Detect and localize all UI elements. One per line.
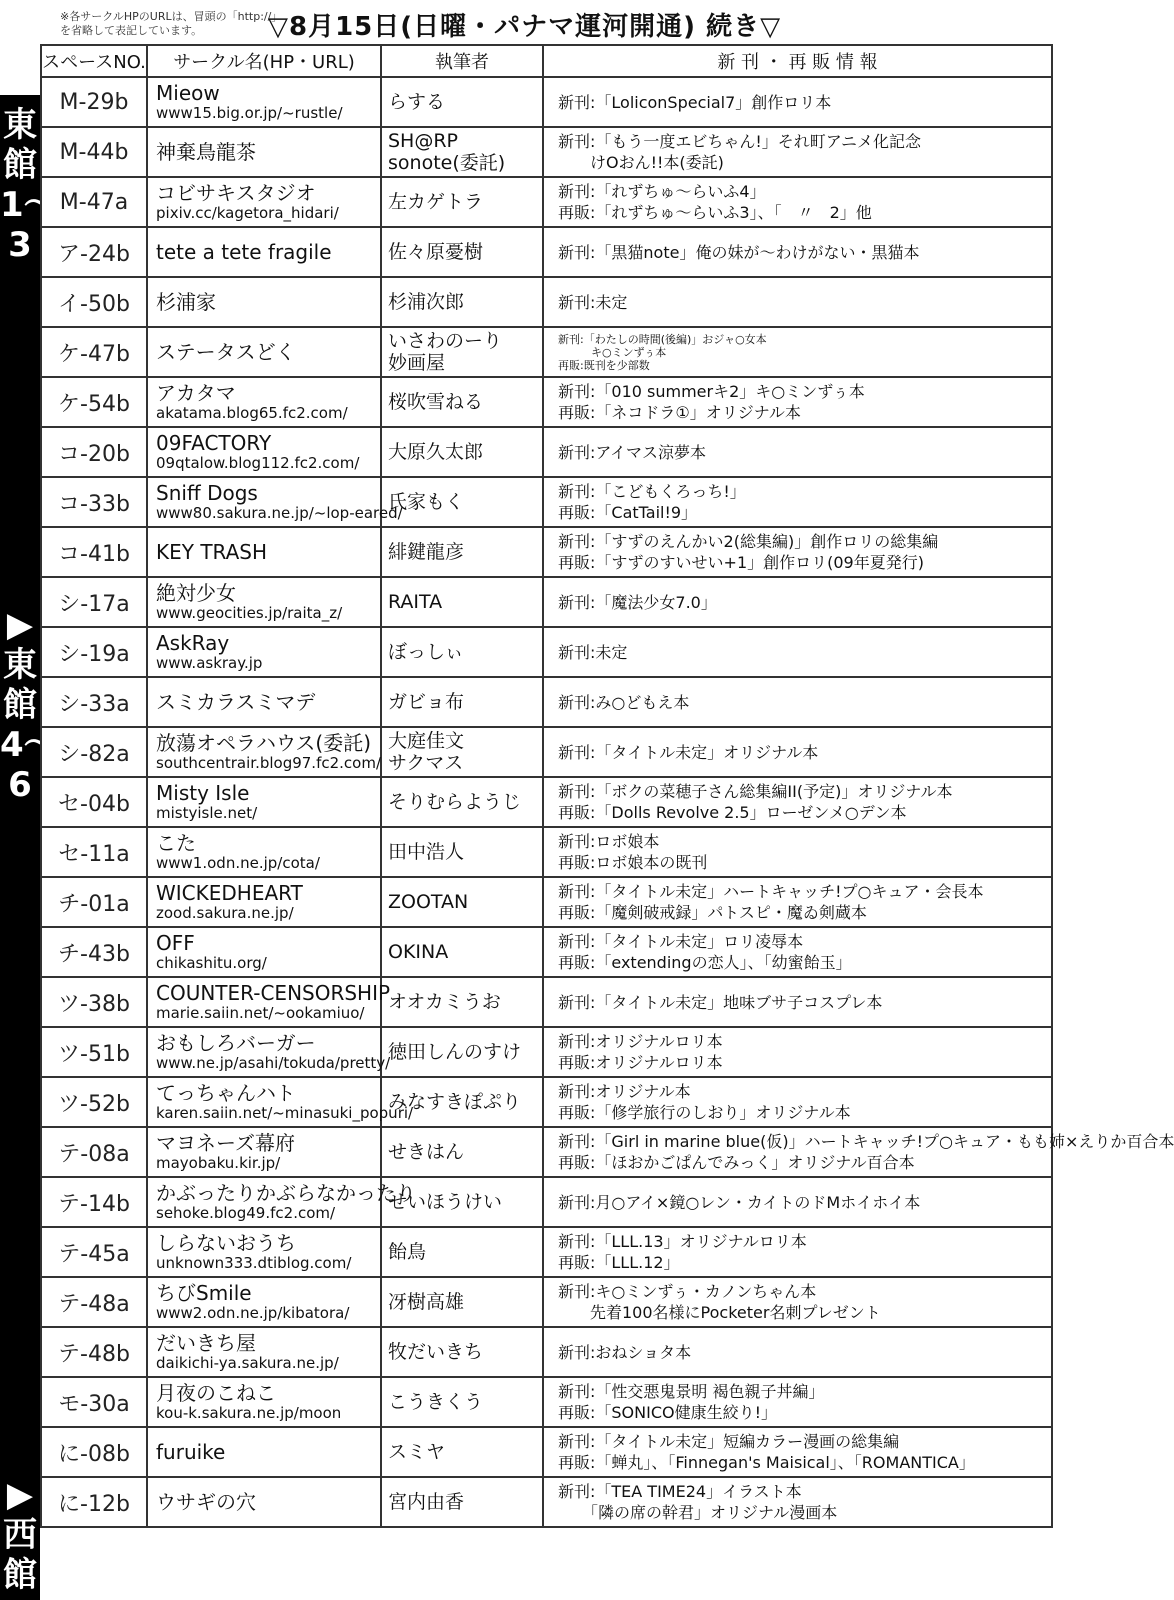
circle-name: アカタマ (156, 381, 236, 405)
table-row (41, 1127, 1052, 1177)
release-info-cell (543, 77, 1052, 127)
circle-url: unknown333.dtiblog.com/ (156, 1254, 352, 1272)
release-info-cell (543, 1427, 1052, 1477)
release-info-line: 新刊:「ボクの菜穂子さん総集編II(予定)」オリジナル本 (558, 782, 953, 801)
release-info-line: 新刊:「魔法少女7.0」 (558, 592, 717, 612)
circle-url: zood.sakura.ne.jp/ (156, 904, 294, 922)
space-number: イ-50b (41, 277, 147, 327)
author-name: ZOOTAN (388, 891, 469, 913)
space-number: に-08b (41, 1427, 147, 1477)
release-info-line: 新刊:キ○ミンずぅ・カノンちゃん本 (558, 1282, 817, 1301)
space-number: ツ-38b (41, 977, 147, 1027)
release-info-cell (543, 477, 1052, 527)
author-name: 左カゲトラ (388, 191, 484, 213)
release-info-cell (543, 727, 1052, 777)
circle-cell (147, 1427, 381, 1477)
col-header-circle: サークル名(HP・URL) (147, 45, 381, 77)
release-info-line: 新刊:「れずちゅ〜らいふ4」 (558, 182, 766, 201)
release-info-line: 新刊:未定 (558, 642, 628, 662)
release-info-line: 再販:「ネコドラ①」オリジナル本 (558, 403, 801, 422)
circle-name: コビサキスタジオ (156, 181, 316, 205)
table-row (41, 277, 1052, 327)
table-header-row (41, 45, 1052, 77)
release-info-line: 再販:「Dolls Revolve 2.5」ローゼンメ○デン本 (558, 803, 907, 822)
table-row (41, 477, 1052, 527)
table-row (41, 1477, 1052, 1527)
circle-name: COUNTER-CENSORSHIP (156, 981, 391, 1005)
circle-name: スミカラスミマデ (156, 690, 316, 714)
release-info-line: 再販:既刊を少部数 (558, 358, 650, 372)
release-info-cell (543, 327, 1052, 377)
space-number: ケ-47b (41, 327, 147, 377)
circle-cell (147, 627, 381, 677)
release-info-cell (543, 427, 1052, 477)
col-header-space: スペースNO. (41, 45, 147, 77)
release-info-line: 再販:「修学旅行のしおり」オリジナル本 (558, 1103, 851, 1122)
space-number: ツ-51b (41, 1027, 147, 1077)
circle-url: pixiv.cc/kagetora_hidari/ (156, 204, 339, 222)
circle-cell (147, 477, 403, 527)
circle-cell (147, 1177, 416, 1227)
release-info-cell (543, 277, 1052, 327)
release-info-cell (543, 177, 1052, 227)
release-info-line: 新刊:「タイトル未定」ロリ凌辱本 (558, 932, 804, 951)
author-name: 桜吹雪ねる (388, 391, 484, 413)
author-cell (381, 427, 543, 477)
circle-cell (147, 1477, 381, 1527)
circle-cell (147, 1077, 414, 1127)
circle-name: 09FACTORY (156, 431, 272, 455)
release-info-line: 再販:「ほおかごぱんでみっく」オリジナル百合本 (558, 1153, 915, 1172)
circle-url: www.ne.jp/asahi/tokuda/pretty/ (156, 1054, 391, 1072)
release-info-cell (543, 1077, 1052, 1127)
release-info-line: 新刊:「黒猫note」俺の妹が〜わけがない・黒猫本 (558, 242, 920, 262)
table-row (41, 977, 1052, 1027)
circle-name: tete a tete fragile (156, 240, 332, 264)
release-info-line: 「隣の席の幹君」オリジナル漫画本 (558, 1503, 838, 1522)
author-cell (381, 1377, 543, 1427)
release-info-line: 新刊:「TEA TIME24」イラスト本 (558, 1482, 802, 1501)
release-info-line: 新刊:「010 summerキ2」キ○ミンずぅ本 (558, 382, 865, 401)
circle-url: www.askray.jp (156, 654, 263, 672)
author-name: 氏家もく (388, 491, 465, 513)
table-row (41, 627, 1052, 677)
space-number: セ-04b (41, 777, 147, 827)
table-row (41, 777, 1052, 827)
release-info-line: 新刊:ロボ娘本 (558, 832, 660, 851)
circle-url: southcentrair.blog97.fc2.com/ (156, 754, 382, 772)
release-info-line: 新刊:「わたしの時間(後編)」おジャ○女本 (558, 332, 767, 346)
author-name: sonote(委託) (388, 152, 506, 174)
author-name: オオカミうお (388, 991, 501, 1013)
author-name: 冴樹高雄 (388, 1291, 465, 1313)
release-info-line: 新刊:み○どもえ本 (558, 692, 690, 712)
author-name: 佐々原憂樹 (388, 241, 484, 263)
table-row (41, 727, 1052, 777)
release-info-line: 新刊:アイマス涼夢本 (558, 442, 706, 462)
author-cell (381, 827, 543, 877)
circle-url: www.geocities.jp/raita_z/ (156, 604, 343, 622)
table-row (41, 1427, 1052, 1477)
release-info-line: 新刊:「タイトル未定」地味ブサ子コスプレ本 (558, 992, 883, 1012)
release-info-line: 再販:「魔剣破戒録」パトスピ・魔ゐ剣蔵本 (558, 903, 867, 922)
circle-cell (147, 1027, 391, 1077)
author-name: 妙画屋 (388, 352, 446, 374)
author-cell (381, 877, 543, 927)
table-row (41, 1027, 1052, 1077)
author-name: ぼっしぃ (388, 641, 464, 663)
author-cell (381, 1427, 543, 1477)
author-name: 宮内由香 (388, 1491, 465, 1513)
author-cell (381, 377, 543, 427)
table-row (41, 127, 1052, 177)
circle-url: www80.sakura.ne.jp/~lop-eared/ (156, 504, 403, 522)
hall-label-west: ▶西館 (3, 1475, 37, 1595)
circle-name: 放蕩オペラハウス(委託) (156, 731, 372, 755)
circle-cell (147, 377, 381, 427)
release-info-line: 新刊:おねショタ本 (558, 1342, 692, 1362)
circle-name: かぶったりかぶらなかったり (156, 1181, 416, 1205)
circle-cell (147, 677, 381, 727)
hall-sidebar (0, 95, 58, 1600)
space-number: チ-01a (41, 877, 147, 927)
author-name: せきはん (388, 1141, 465, 1163)
author-cell (381, 327, 543, 377)
release-info-cell (543, 827, 1052, 877)
author-cell (381, 1027, 543, 1077)
release-info-line: 新刊:「タイトル未定」ハートキャッチ!プ○キュア・会長本 (558, 882, 984, 901)
author-name: 杉浦次郎 (388, 291, 465, 313)
release-info-line: 再販:「LLL.12」 (558, 1253, 680, 1272)
circle-cell (147, 177, 381, 227)
circle-cell (147, 727, 381, 777)
release-info-line: 新刊:未定 (558, 292, 628, 312)
author-cell (381, 77, 543, 127)
release-info-cell (543, 1277, 1052, 1327)
circle-cell (147, 277, 381, 327)
table-row (41, 677, 1052, 727)
release-info-cell (543, 127, 1052, 177)
release-info-line: 再販:「SONICO健康生絞り!」 (558, 1403, 778, 1422)
space-number: シ-82a (41, 727, 147, 777)
author-cell (381, 1127, 543, 1177)
release-info-line: 再販:「CatTail!9」 (558, 503, 698, 522)
circle-name: だいきち屋 (156, 1331, 256, 1355)
release-info-cell (543, 1027, 1052, 1077)
author-name: みなすきぽぷり (388, 1091, 522, 1113)
circle-name: おもしろバーガー (156, 1031, 316, 1055)
space-number: シ-19a (41, 627, 147, 677)
space-number: シ-33a (41, 677, 147, 727)
circle-name: WICKEDHEART (156, 881, 303, 905)
circle-name: Sniff Dogs (156, 481, 258, 505)
circle-cell (147, 877, 381, 927)
author-cell (381, 727, 543, 777)
release-info-line: 再販:「れずちゅ〜らいふ3」、「 〃 2」他 (558, 203, 872, 222)
author-name: そりむらようじ (388, 791, 522, 813)
table-row (41, 527, 1052, 577)
author-cell (381, 477, 543, 527)
circle-cell (147, 77, 381, 127)
author-cell (381, 1227, 543, 1277)
release-info-cell (543, 227, 1052, 277)
space-number: M-29b (41, 77, 147, 127)
circle-table (40, 44, 1174, 1528)
space-number: ツ-52b (41, 1077, 147, 1127)
table-body (41, 77, 1174, 1527)
circle-name: KEY TRASH (156, 540, 268, 564)
release-info-line: 新刊:オリジナル本 (558, 1082, 691, 1101)
circle-name: 杉浦家 (156, 290, 216, 314)
circle-name: ちびSmile (156, 1281, 252, 1305)
author-cell (381, 577, 543, 627)
hall-label-east-4-6: ▶東館4〜6 (0, 605, 58, 805)
space-number: コ-33b (41, 477, 147, 527)
release-info-line: 新刊:「タイトル未定」オリジナル本 (558, 742, 819, 762)
table-row (41, 327, 1052, 377)
table-row (41, 1377, 1052, 1427)
table-row (41, 927, 1052, 977)
release-info-line: 新刊:「性交悪鬼景明 褐色親子丼編」 (558, 1382, 825, 1401)
author-cell (381, 1477, 543, 1527)
table-row (41, 177, 1052, 227)
circle-url: www1.odn.ne.jp/cota/ (156, 854, 320, 872)
release-info-line: キ○ミンずぅ本 (558, 345, 667, 359)
table-row (41, 377, 1052, 427)
space-number: テ-14b (41, 1177, 147, 1227)
table-row (41, 1177, 1052, 1227)
space-number: チ-43b (41, 927, 147, 977)
release-info-line: 再販:「すずのすいせい+1」創作ロリ(09年夏発行) (558, 553, 924, 572)
circle-url: daikichi-ya.sakura.ne.jp/ (156, 1354, 339, 1372)
table-row (41, 1327, 1052, 1377)
release-info-line: 新刊:「Girl in marine blue(仮)」ハートキャッチ!プ○キュア・もも姉×えりか百合本 (558, 1132, 1174, 1151)
author-name: いさわのーり (388, 330, 503, 352)
release-info-line: 再販:「蝉丸」、「Finnegan's Maisical」、「ROMANTICA」 (558, 1453, 975, 1472)
release-info-line: 再販:ロボ娘本の既刊 (558, 853, 708, 872)
col-header-info: 新 刊 ・ 再 販 情 報 (543, 45, 1052, 77)
col-header-author: 執筆者 (381, 45, 543, 77)
circle-url: marie.saiin.net/~ookamiuo/ (156, 1004, 365, 1022)
circle-cell (147, 227, 381, 277)
circle-url: kou-k.sakura.ne.jp/moon (156, 1404, 342, 1422)
author-name: こうきくう (388, 1391, 484, 1413)
circle-cell (147, 977, 391, 1027)
author-name: サクマス (388, 752, 464, 774)
circle-url: sehoke.blog49.fc2.com/ (156, 1204, 336, 1222)
author-cell (381, 227, 543, 277)
circle-cell (147, 827, 381, 877)
release-info-cell (543, 1377, 1052, 1427)
circle-url: www2.odn.ne.jp/kibatora/ (156, 1304, 350, 1322)
release-info-line: 再販:「extendingの恋人」、「幼蜜飴玉」 (558, 953, 852, 972)
circle-cell (147, 1127, 381, 1177)
author-cell (381, 677, 543, 727)
author-cell (381, 777, 543, 827)
author-cell (381, 1277, 543, 1327)
author-name: 徳田しんのすけ (388, 1041, 522, 1063)
circle-name: OFF (156, 931, 195, 955)
circle-name: Misty Isle (156, 781, 250, 805)
release-info-cell (543, 977, 1052, 1027)
table-row (41, 1227, 1052, 1277)
release-info-cell (543, 577, 1052, 627)
release-info-cell (543, 1127, 1174, 1177)
release-info-cell (543, 877, 1052, 927)
release-info-line: 新刊:「こどもくろっち!」 (558, 482, 746, 501)
circle-name: 月夜のこねこ (156, 1381, 276, 1405)
space-number: コ-20b (41, 427, 147, 477)
circle-cell (147, 127, 381, 177)
circle-name: AskRay (156, 631, 230, 655)
author-cell (381, 627, 543, 677)
release-info-cell (543, 1477, 1052, 1527)
space-number: M-44b (41, 127, 147, 177)
space-number: ア-24b (41, 227, 147, 277)
release-info-line: 新刊:月○アイ×鏡○レン・カイトのドMホイホイ本 (558, 1192, 921, 1212)
circle-name: furuike (156, 1440, 226, 1464)
author-cell (381, 927, 543, 977)
space-number: テ-08a (41, 1127, 147, 1177)
release-info-line: 新刊:「もう一度エビちゃん!」それ町アニメ化記念 (558, 132, 922, 151)
space-number: テ-48a (41, 1277, 147, 1327)
release-info-cell (543, 1177, 1052, 1227)
table-row (41, 77, 1052, 127)
release-info-line: けOおん!!本(委託) (558, 153, 724, 172)
table-row (41, 1077, 1052, 1127)
author-name: せいほうけい (388, 1191, 503, 1213)
table-row (41, 227, 1052, 277)
circle-url: www15.big.or.jp/~rustle/ (156, 104, 343, 122)
release-info-cell (543, 1327, 1052, 1377)
author-cell (381, 977, 543, 1027)
circle-name: こた (156, 831, 196, 855)
space-number: シ-17a (41, 577, 147, 627)
circle-cell (147, 1227, 381, 1277)
circle-url: akatama.blog65.fc2.com/ (156, 404, 348, 422)
author-name: 飴鳥 (388, 1241, 427, 1263)
circle-url: mistyisle.net/ (156, 804, 258, 822)
circle-cell (147, 527, 381, 577)
release-info-cell (543, 777, 1052, 827)
space-number: ケ-54b (41, 377, 147, 427)
circle-cell (147, 1277, 381, 1327)
circle-name: ウサギの穴 (156, 1490, 256, 1514)
author-name: OKINA (388, 941, 449, 963)
author-cell (381, 177, 543, 227)
release-info-cell (543, 527, 1052, 577)
space-number: コ-41b (41, 527, 147, 577)
release-info-line: 新刊:「LoliconSpecial7」創作ロリ本 (558, 92, 832, 112)
page-title: ▽8月15日(日曜・パナマ運河開通) 続き▽ (268, 12, 782, 42)
release-info-line: 新刊:「タイトル未定」短編カラー漫画の総集編 (558, 1432, 900, 1451)
author-name: 緋鍵龍彦 (388, 541, 465, 563)
circle-name: Mieow (156, 81, 220, 105)
author-cell (381, 127, 543, 177)
circle-cell (147, 1377, 381, 1427)
circle-name: てっちゃんハト (156, 1081, 296, 1105)
circle-cell (147, 1327, 381, 1377)
circle-url: 09qtalow.blog112.fc2.com/ (156, 454, 360, 472)
table-row (41, 577, 1052, 627)
space-number: テ-48b (41, 1327, 147, 1377)
table-row (41, 827, 1052, 877)
release-info-cell (543, 627, 1052, 677)
release-info-cell (543, 677, 1052, 727)
circle-name: 絶対少女 (156, 581, 236, 605)
release-info-line: 新刊:オリジナルロリ本 (558, 1032, 723, 1051)
space-number: モ-30a (41, 1377, 147, 1427)
space-number: セ-11a (41, 827, 147, 877)
author-cell (381, 277, 543, 327)
circle-name: ステータスどく (156, 340, 296, 364)
author-name: 大原久太郎 (388, 441, 484, 463)
author-cell (381, 1327, 543, 1377)
circle-cell (147, 577, 381, 627)
circle-name: 神棄鳥龍茶 (156, 140, 256, 164)
circle-cell (147, 777, 381, 827)
release-info-line: 新刊:「すずのえんかい2(総集編)」創作ロリの総集編 (558, 532, 939, 551)
space-number: テ-45a (41, 1227, 147, 1277)
author-name: RAITA (388, 591, 443, 613)
circle-name: しらないおうち (156, 1231, 296, 1255)
release-info-line: 新刊:「LLL.13」オリジナルロリ本 (558, 1232, 807, 1251)
author-name: ガビョ布 (388, 691, 465, 713)
author-name: スミヤ (388, 1441, 446, 1463)
space-number: に-12b (41, 1477, 147, 1527)
release-info-line: 先着100名様にPocketer名刺プレゼント (558, 1303, 881, 1322)
circle-cell (147, 327, 381, 377)
circle-name: マヨネーズ幕府 (156, 1131, 295, 1155)
release-info-cell (543, 377, 1052, 427)
release-info-cell (543, 1227, 1052, 1277)
author-name: 大庭佳文 (388, 730, 465, 752)
release-info-cell (543, 927, 1052, 977)
author-name: らする (388, 91, 446, 113)
circle-url: karen.saiin.net/~minasuki_popuri/ (156, 1104, 414, 1122)
url-note: ※各サークルHPのURLは、冒頭の「http://」を省略して表記しています。 (60, 10, 277, 37)
circle-cell (147, 927, 381, 977)
space-number: M-47a (41, 177, 147, 227)
author-name: 田中浩人 (388, 841, 465, 863)
table-row (41, 427, 1052, 477)
circle-url: mayobaku.kir.jp/ (156, 1154, 281, 1172)
circle-url: chikashitu.org/ (156, 954, 267, 972)
hall-label-east-1-3: 東館1〜3 (0, 105, 58, 265)
release-info-line: 再販:オリジナルロリ本 (558, 1053, 723, 1072)
author-name: SH@RP (388, 130, 459, 152)
author-cell (381, 527, 543, 577)
circle-cell (147, 427, 381, 477)
table-row (41, 877, 1052, 927)
table-row (41, 1277, 1052, 1327)
author-name: 牧だいきち (388, 1341, 484, 1363)
